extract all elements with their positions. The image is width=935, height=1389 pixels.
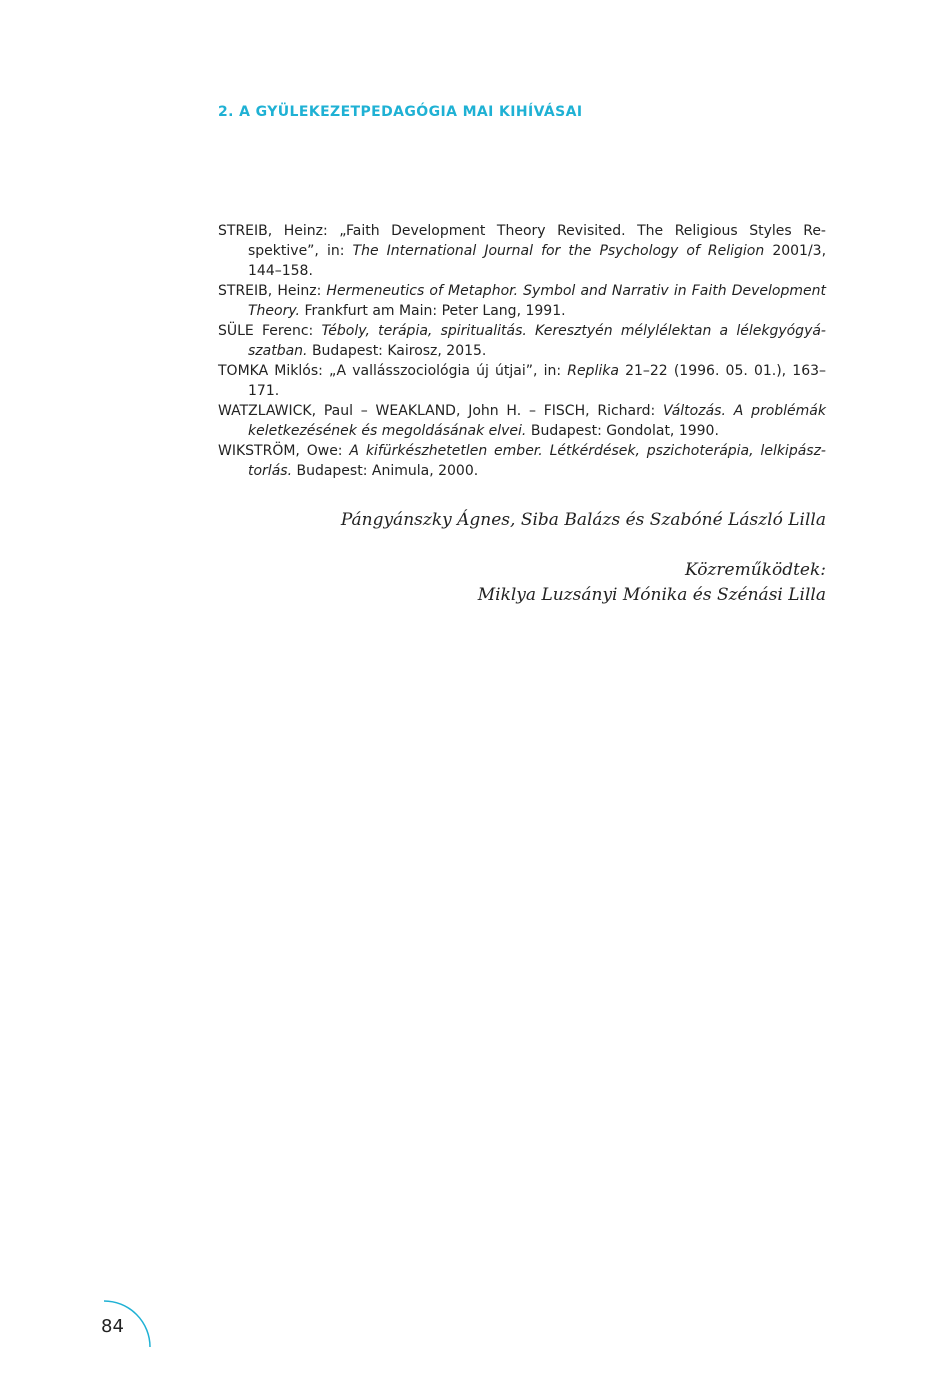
entry-title: Replika <box>567 363 619 379</box>
entry-author: TOMKA Miklós: <box>218 363 330 379</box>
entry-author: STREIB, Heinz: <box>218 283 327 299</box>
entry-title: Téboly, terápia, spiritualitás. Keresztyén mélylélektan a lélekgyógyá-szatban. <box>248 323 826 359</box>
authors-line: Pángyánszky Ágnes, Siba Balázs és Szabóné László Lilla <box>340 510 826 530</box>
entry-title: The International Journal for the Psychology of Religion <box>352 243 765 259</box>
contributors-label: Közreműködtek: <box>684 560 826 580</box>
entry-author: STREIB, Heinz: <box>218 223 340 239</box>
bibliography-entry <box>218 281 826 321</box>
entry-post: Budapest: Animula, 2000. <box>292 463 479 479</box>
running-title: 2. A GYÜLEKEZETPEDAGÓGIA MAI KIHÍVÁSAI <box>218 104 583 120</box>
bibliography-entry <box>218 221 826 281</box>
bibliography-entry <box>218 401 826 441</box>
entry-title: Változás. A problémák keletkezésének és megoldásának elvei. <box>248 403 826 439</box>
entry-post: Frankfurt am Main: Peter Lang, 1991. <box>300 303 566 319</box>
entry-post: 2001/3, 144–158. <box>248 243 827 279</box>
entry-author: WIKSTRÖM, Owe: <box>218 443 350 459</box>
entry-title: Hermeneutics of Metaphor. Symbol and Narrativ in Faith Development Theory. <box>248 283 826 319</box>
entry-pre: „A vallásszociológia új útjai”, in: <box>329 363 568 379</box>
page-number: 84 <box>101 1316 124 1337</box>
bibliography-entry <box>218 441 826 481</box>
bibliography <box>218 221 826 481</box>
contributors-line: Miklya Luzsányi Mónika és Szénási Lilla <box>477 585 826 605</box>
bibliography-entry <box>218 361 826 401</box>
entry-post: Budapest: Kairosz, 2015. <box>307 343 487 359</box>
signature-block <box>341 508 826 608</box>
entry-author: SÜLE Ferenc: <box>218 323 322 339</box>
entry-post: Budapest: Gondolat, 1990. <box>526 423 719 439</box>
entry-author: WATZLAWICK, Paul – WEAKLAND, John H. – FISCH, Richard: <box>218 403 664 419</box>
entry-pre: „Faith Development Theory Revisited. The Religious Styles Re-spektive”, in: <box>248 223 826 259</box>
entry-title: A kifürkészhetetlen ember. Létkérdések, pszichoterápia, lelkipász-torlás. <box>248 443 826 479</box>
entry-post: 21–22 (1996. 05. 01.), 163–171. <box>248 363 827 399</box>
bibliography-entry <box>218 321 826 361</box>
